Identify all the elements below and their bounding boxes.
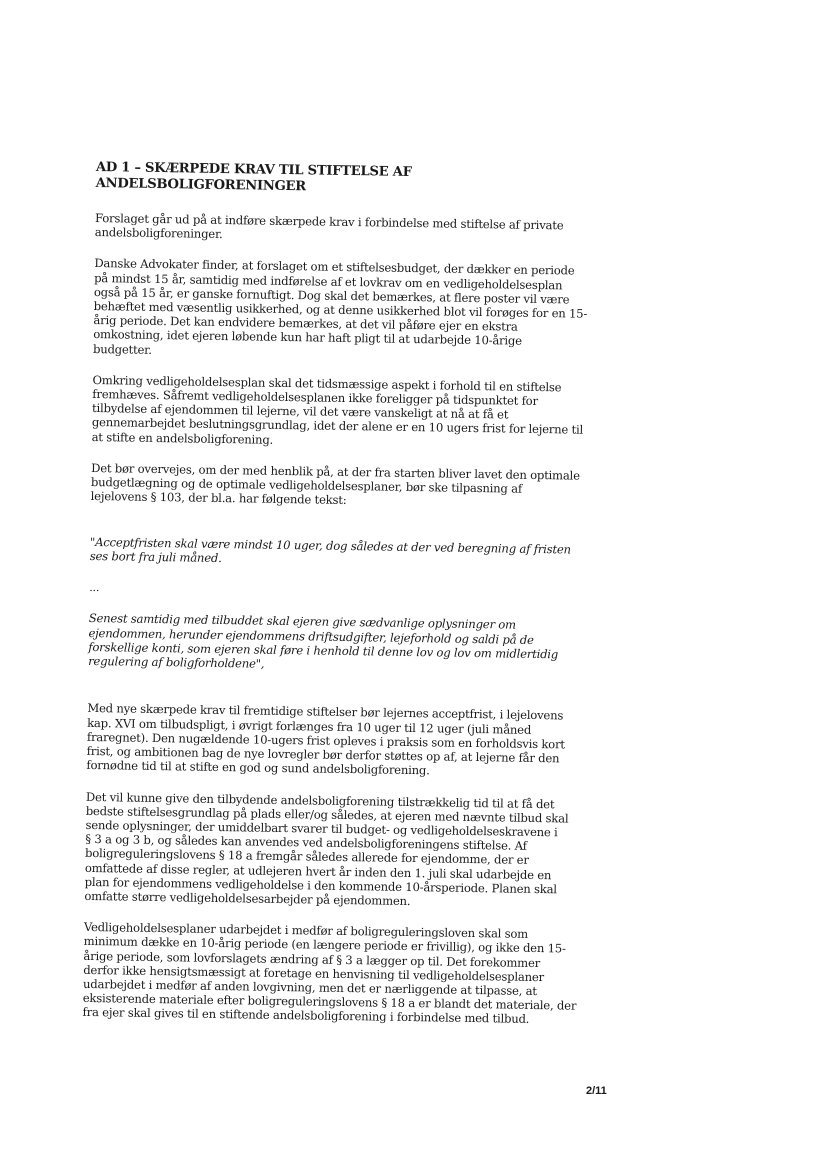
paragraph-acceptance-deadline: Med nye skærpede krav til fremtidige stiftelser bør lejernes acceptfrist, i lejelovens kap. XVI om tilbudspligt, i øvrigt forlænges fra 10 uger til 12 uger (juli måned fraregnet). Den nugældende 10-ugers frist opleves i praksis som en forholdsvis kort frist, og ambitionen bag de nye lovregler bør derfor støttes op af, at lejerne får den fornødne tid til at stifte en god og sund andelsboligforening. (86, 701, 565, 778)
section-heading: AD 1 – SKÆRPEDE KRAV TIL STIFTELSE AF ANDELSBOLIGFORENINGER (95, 160, 412, 195)
paragraph-maintenance-regulation: Vedligeholdelsesplaner udarbejdet i medfør af boligreguleringsloven skal som minimum dække en 10-årig periode (en længere periode er frivillig), og ikke den 15- årige periode, som lovforslagets ændring af § 3 a lægger op til. Det forekommer derfor ikke hensigtsmæssigt at foretage en henvisning til vedligeholdelsesplaner udarbejdet i medfør af anden lovgivning, men det er nærliggende at tilpasse, at eksisterende materiale efter boligreguleringslovens § 18 a er blandt det materiale, der fra ejer skal gives til en stiftende andelsboligforening i forbindelse med tilbud. (82, 920, 577, 1027)
paragraph-foundation-basis: Det vil kunne give den tilbydende andelsboligforening tilstrækkelig tid til at få det bedste stiftelsesgrundlag på plads eller/og således, at ejeren med nævnte tilbud skal sende oplysninger, der umiddelbart svarer til budget- og vedligeholdelseskravene i § 3 a og 3 b, og således kan anvendes ved andelsboligforeningens stiftelse. Af boligreguleringslovens § 18 a fremgår således allerede for ejendomme, der er omfattede af disse regler, at udlejeren hvert år inden den 1. juli skal udarbejde en plan for ejendommens vedligeholdelse i den kommende 10-årsperiode. Planen skal omfatte større vedligeholdelsesarbejder på ejendommen. (84, 789, 569, 908)
paragraph-consideration: Det bør overvejes, om der med henblik på, at der fra starten bliver lavet den optimale budgetlægning og de optimale vedligeholdelsesplaner, bør ske tilpasning af lejelovens § 103, der bl.a. har følgende tekst: (90, 460, 580, 508)
law-quote-line-1: "Acceptfristen skal være mindst 10 uger, dog således at der ved beregning af fristen ses bort fra juli måned. (89, 534, 571, 565)
page-number: 2/11 (586, 1085, 607, 1097)
paragraph-budget: Danske Advokater finder, at forslaget om et stiftelsesbudget, der dækker en periode på mindst 15 år, samtidig med indførelse af et lovkrav om en vedligeholdelsesplan også på 15 år, er ganske fornuftigt. Dog skal det bemærkes, at flere poster vil være behæftet med væsentlig usikkerhed, og at denne usikkerhed blot vil forøges for en 15- årig periode. Det kan endvidere bemærkes, at det vil påføre ejer en ekstra omkostning, idet ejeren løbende kun har haft pligt til at udarbejde 10-årige budgetter. (92, 256, 588, 357)
law-quote-ellipsis: ... (89, 581, 100, 595)
law-quote (88, 520, 595, 690)
paragraph-maintenance-plan: Omkring vedligeholdelsesplan skal det tidsmæssige aspekt i forhold til en stiftelse fremhæves. Såfremt vedligeholdelsesplanen ikke foreligger på tidspunktet for tilbydelse af ejendommen til lejerne, vil det være vanskeligt at nå at få et gennemarbejdet beslutningsgrundlag, idet der alene er en 10 ugers frist for lejerne til at stifte en andelsboligforening. (91, 372, 584, 447)
paragraph-intro: Forslaget går ud på at indføre skærpede krav i forbindelse med stiftelse af private andelsboligforeninger. (94, 210, 564, 242)
law-quote-line-2: Senest samtidig med tilbuddet skal ejeren give sædvanlige oplysninger om ejendommen, herunder ejendommens driftsudgifter, lejeforhold og saldi på de forskellige konti, som ejeren skal føre i henhold til denne lov og lov om midlertidig regulering af boligforholdene", (88, 611, 559, 671)
document-body (82, 160, 601, 1044)
